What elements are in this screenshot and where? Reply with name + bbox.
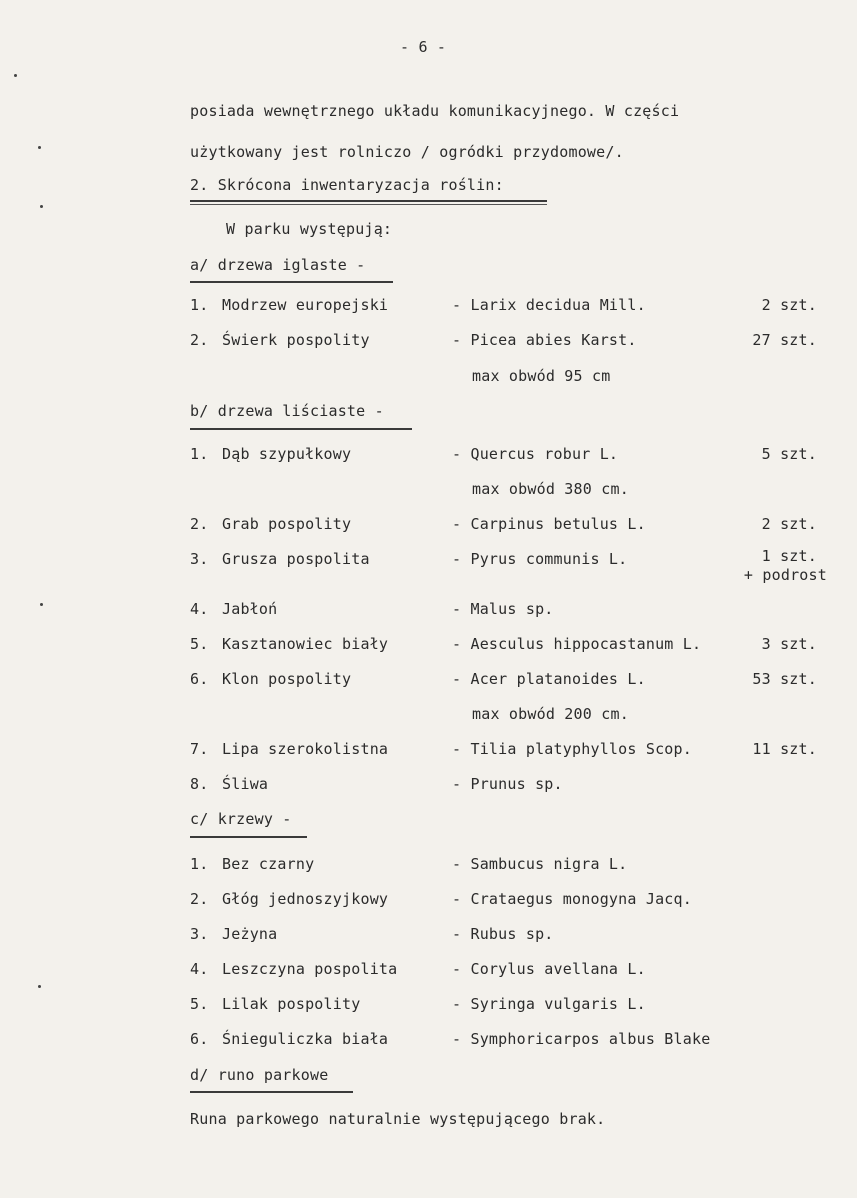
group-a-heading: a/ drzewa iglaste - xyxy=(190,256,366,274)
intro-line-2: użytkowany jest rolniczo / ogródki przydomowe/. xyxy=(190,143,624,161)
list-item-count: 11 szt. xyxy=(752,740,817,758)
list-item-number: 4. xyxy=(190,960,209,978)
list-item-name: Modrzew europejski xyxy=(222,296,389,314)
list-item-number: 5. xyxy=(190,995,209,1013)
group-c-underline xyxy=(190,836,307,838)
list-item-name: Jeżyna xyxy=(222,925,278,943)
list-item-latin: - Malus sp. xyxy=(452,600,554,618)
list-item-number: 1. xyxy=(190,445,209,463)
list-item-number: 3. xyxy=(190,550,209,568)
section-heading-underline-2 xyxy=(190,204,547,205)
closing-text: Runa parkowego naturalnie występującego brak. xyxy=(190,1110,606,1128)
scan-speck xyxy=(38,146,41,149)
list-item-note: max obwód 380 cm. xyxy=(472,480,629,498)
list-item-number: 4. xyxy=(190,600,209,618)
list-item-name: Śliwa xyxy=(222,775,269,793)
list-item-name: Głóg jednoszyjkowy xyxy=(222,890,389,908)
intro-line-1: posiada wewnętrznego układu komunikacyjnego. W części xyxy=(190,102,680,120)
list-item-number: 6. xyxy=(190,1030,209,1048)
list-item-latin: - Picea abies Karst. xyxy=(452,331,637,349)
group-c-heading: c/ krzewy - xyxy=(190,810,292,828)
list-item-number: 8. xyxy=(190,775,209,793)
list-item-latin: - Acer platanoides L. xyxy=(452,670,646,688)
list-item-latin: - Quercus robur L. xyxy=(452,445,619,463)
scan-speck xyxy=(14,74,17,77)
list-item-name: Kasztanowiec biały xyxy=(222,635,389,653)
list-item-count: 3 szt. xyxy=(761,635,817,653)
list-item-count: 53 szt. xyxy=(752,670,817,688)
group-d-heading: d/ runo parkowe xyxy=(190,1066,329,1084)
list-item-name: Grab pospolity xyxy=(222,515,352,533)
list-item-name: Klon pospolity xyxy=(222,670,352,688)
list-item-count: 27 szt. xyxy=(752,331,817,349)
list-item-number: 2. xyxy=(190,331,209,349)
page-number: - 6 - xyxy=(400,38,447,56)
list-item-count: 1 szt. xyxy=(761,547,817,565)
list-item-latin: - Rubus sp. xyxy=(452,925,554,943)
list-item-count: 5 szt. xyxy=(761,445,817,463)
list-item-note: max obwód 95 cm xyxy=(472,367,611,385)
list-item-name: Bez czarny xyxy=(222,855,315,873)
list-item-name: Jabłoń xyxy=(222,600,278,618)
list-item-name: Lilak pospolity xyxy=(222,995,361,1013)
list-item-number: 3. xyxy=(190,925,209,943)
section-heading-underline xyxy=(190,200,547,202)
list-item-latin: - Corylus avellana L. xyxy=(452,960,646,978)
group-b-underline xyxy=(190,428,412,430)
list-item-number: 7. xyxy=(190,740,209,758)
list-item-latin: - Larix decidua Mill. xyxy=(452,296,646,314)
list-item-latin: - Sambucus nigra L. xyxy=(452,855,628,873)
section-intro: W parku występują: xyxy=(226,220,393,238)
list-item-count: 2 szt. xyxy=(761,515,817,533)
list-item-latin: - Tilia platyphyllos Scop. xyxy=(452,740,692,758)
list-item-name: Leszczyna pospolita xyxy=(222,960,398,978)
list-item-latin: - Carpinus betulus L. xyxy=(452,515,646,533)
list-item-name: Śnieguliczka biała xyxy=(222,1030,389,1048)
list-item-latin: - Prunus sp. xyxy=(452,775,563,793)
list-item-name: Lipa szerokolistna xyxy=(222,740,389,758)
list-item-number: 6. xyxy=(190,670,209,688)
section-heading: 2. Skrócona inwentaryzacja roślin: xyxy=(190,176,504,194)
scan-speck xyxy=(38,985,41,988)
list-item-latin: - Syringa vulgaris L. xyxy=(452,995,646,1013)
list-item-number: 5. xyxy=(190,635,209,653)
list-item-number: 1. xyxy=(190,296,209,314)
group-d-underline xyxy=(190,1091,353,1093)
scan-speck xyxy=(40,205,43,208)
scan-speck xyxy=(40,603,43,606)
list-item-name: Świerk pospolity xyxy=(222,331,370,349)
group-a-underline xyxy=(190,281,393,283)
list-item-number: 2. xyxy=(190,890,209,908)
list-item-latin: - Aesculus hippocastanum L. xyxy=(452,635,702,653)
list-item-note: + podrost xyxy=(743,566,827,584)
list-item-number: 2. xyxy=(190,515,209,533)
list-item-count: 2 szt. xyxy=(761,296,817,314)
list-item-number: 1. xyxy=(190,855,209,873)
list-item-name: Dąb szypułkowy xyxy=(222,445,352,463)
list-item-latin: - Symphoricarpos albus Blake xyxy=(452,1030,711,1048)
list-item-name: Grusza pospolita xyxy=(222,550,370,568)
list-item-latin: - Crataegus monogyna Jacq. xyxy=(452,890,692,908)
group-b-heading: b/ drzewa liściaste - xyxy=(190,402,384,420)
list-item-note: max obwód 200 cm. xyxy=(472,705,629,723)
list-item-latin: - Pyrus communis L. xyxy=(452,550,628,568)
